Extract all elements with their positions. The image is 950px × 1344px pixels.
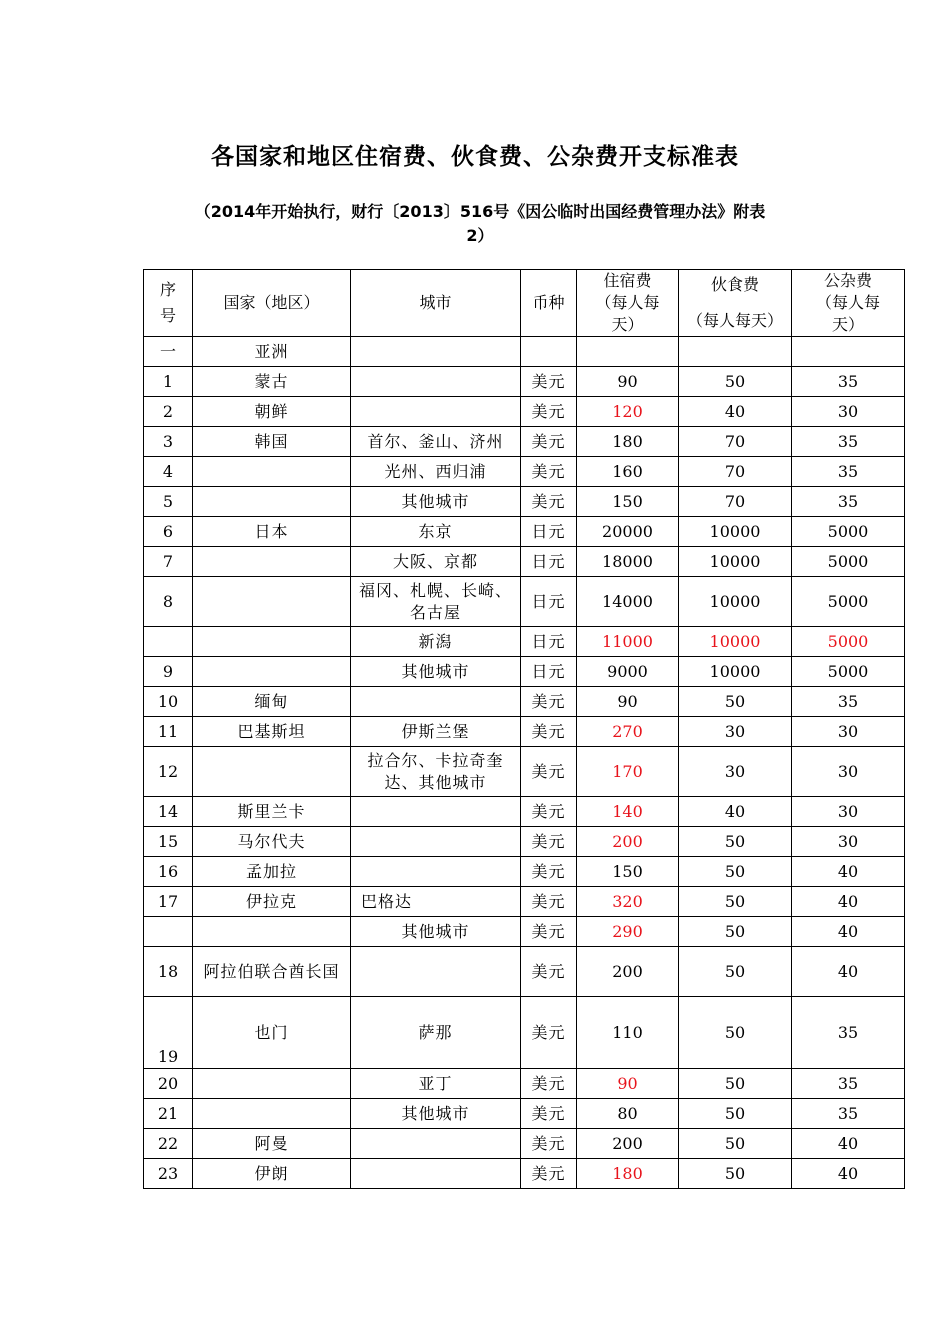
row-country	[193, 487, 351, 517]
table-row	[144, 887, 905, 917]
table-row	[144, 627, 905, 657]
row-seq: 8	[144, 577, 193, 627]
row-seq: 20	[144, 1069, 193, 1099]
row-seq: 22	[144, 1129, 193, 1159]
table-row	[144, 857, 905, 887]
row-country: 孟加拉	[193, 857, 351, 887]
row-meal: 50	[679, 947, 792, 997]
row-lodging: 14000	[577, 577, 679, 627]
row-currency: 美元	[521, 427, 577, 457]
row-meal: 70	[679, 457, 792, 487]
table-row	[144, 797, 905, 827]
row-lodging: 18000	[577, 547, 679, 577]
row-country: 巴基斯坦	[193, 717, 351, 747]
row-country	[193, 627, 351, 657]
row-meal: 50	[679, 857, 792, 887]
row-misc: 5000	[792, 657, 905, 687]
row-currency: 日元	[521, 517, 577, 547]
row-country: 缅甸	[193, 687, 351, 717]
row-city: 大阪、京都	[351, 547, 521, 577]
row-country	[193, 547, 351, 577]
row-currency: 美元	[521, 997, 577, 1069]
row-city: 其他城市	[351, 487, 521, 517]
row-seq: 2	[144, 397, 193, 427]
section-seq: 一	[144, 337, 193, 367]
row-meal: 40	[679, 797, 792, 827]
row-country	[193, 1099, 351, 1129]
row-currency: 日元	[521, 657, 577, 687]
row-seq: 18	[144, 947, 193, 997]
header-country: 国家（地区）	[193, 270, 351, 337]
row-seq: 15	[144, 827, 193, 857]
row-lodging: 180	[577, 1159, 679, 1189]
row-country: 韩国	[193, 427, 351, 457]
header-lodging: 住宿费 （每人每 天）	[577, 270, 679, 337]
row-seq: 6	[144, 517, 193, 547]
row-country: 朝鲜	[193, 397, 351, 427]
row-seq	[144, 627, 193, 657]
row-misc: 30	[792, 827, 905, 857]
row-currency: 美元	[521, 827, 577, 857]
row-currency: 美元	[521, 1099, 577, 1129]
row-lodging: 180	[577, 427, 679, 457]
row-lodging: 90	[577, 1069, 679, 1099]
row-currency: 美元	[521, 487, 577, 517]
row-misc: 30	[792, 717, 905, 747]
row-country: 也门	[193, 997, 351, 1069]
table-row	[144, 1069, 905, 1099]
row-meal: 50	[679, 917, 792, 947]
page-title: 各国家和地区住宿费、伙食费、公杂费开支标准表	[211, 144, 739, 170]
row-seq: 14	[144, 797, 193, 827]
row-misc: 30	[792, 747, 905, 797]
row-lodging: 270	[577, 717, 679, 747]
row-seq: 4	[144, 457, 193, 487]
row-currency: 美元	[521, 367, 577, 397]
row-country	[193, 917, 351, 947]
row-seq: 11	[144, 717, 193, 747]
row-country: 伊拉克	[193, 887, 351, 917]
row-meal: 10000	[679, 547, 792, 577]
row-meal: 70	[679, 487, 792, 517]
row-lodging: 200	[577, 827, 679, 857]
row-city: 亚丁	[351, 1069, 521, 1099]
row-city: 东京	[351, 517, 521, 547]
row-country: 阿曼	[193, 1129, 351, 1159]
row-seq: 16	[144, 857, 193, 887]
row-lodging: 11000	[577, 627, 679, 657]
row-meal: 10000	[679, 577, 792, 627]
row-meal: 50	[679, 367, 792, 397]
section-row	[144, 337, 905, 367]
row-currency: 美元	[521, 457, 577, 487]
row-misc: 40	[792, 917, 905, 947]
row-seq: 7	[144, 547, 193, 577]
row-country	[193, 747, 351, 797]
row-city: 光州、西归浦	[351, 457, 521, 487]
table-row	[144, 517, 905, 547]
table-row	[144, 1099, 905, 1129]
row-meal: 50	[679, 1099, 792, 1129]
row-meal: 10000	[679, 517, 792, 547]
row-currency: 美元	[521, 917, 577, 947]
row-seq: 5	[144, 487, 193, 517]
row-seq	[144, 917, 193, 947]
row-misc: 5000	[792, 517, 905, 547]
row-city: 首尔、釜山、济州	[351, 427, 521, 457]
table-row	[144, 657, 905, 687]
row-meal: 70	[679, 427, 792, 457]
row-seq: 12	[144, 747, 193, 797]
row-misc: 35	[792, 457, 905, 487]
row-city	[351, 687, 521, 717]
row-seq: 1	[144, 367, 193, 397]
row-misc: 35	[792, 427, 905, 457]
row-lodging: 20000	[577, 517, 679, 547]
header-seq: 序号	[144, 270, 193, 337]
table-row	[144, 687, 905, 717]
subtitle-line-2: 2）	[466, 226, 494, 245]
row-city: 福冈、札幌、长崎、名古屋	[351, 577, 521, 627]
row-misc: 5000	[792, 577, 905, 627]
row-country: 马尔代夫	[193, 827, 351, 857]
row-city	[351, 1159, 521, 1189]
table-row	[144, 367, 905, 397]
row-currency: 日元	[521, 627, 577, 657]
row-meal: 50	[679, 997, 792, 1069]
row-misc: 30	[792, 797, 905, 827]
allowance-table	[143, 269, 905, 1189]
row-seq: 17	[144, 887, 193, 917]
row-seq: 3	[144, 427, 193, 457]
row-city	[351, 367, 521, 397]
row-country: 蒙古	[193, 367, 351, 397]
row-lodging: 320	[577, 887, 679, 917]
row-misc: 5000	[792, 547, 905, 577]
row-currency: 美元	[521, 1159, 577, 1189]
row-country	[193, 657, 351, 687]
row-currency: 日元	[521, 547, 577, 577]
row-country: 日本	[193, 517, 351, 547]
row-city: 新潟	[351, 627, 521, 657]
section-name: 亚洲	[193, 337, 351, 367]
row-country	[193, 1069, 351, 1099]
table-row	[144, 427, 905, 457]
row-misc: 35	[792, 367, 905, 397]
row-currency: 美元	[521, 947, 577, 997]
row-misc: 35	[792, 1099, 905, 1129]
table-row	[144, 917, 905, 947]
row-lodging: 110	[577, 997, 679, 1069]
row-lodging: 150	[577, 487, 679, 517]
row-city: 伊斯兰堡	[351, 717, 521, 747]
row-misc: 40	[792, 947, 905, 997]
row-lodging: 200	[577, 947, 679, 997]
row-seq: 21	[144, 1099, 193, 1129]
row-country: 阿拉伯联合酋长国	[193, 947, 351, 997]
row-city	[351, 947, 521, 997]
row-city	[351, 857, 521, 887]
row-misc: 35	[792, 687, 905, 717]
row-misc: 5000	[792, 627, 905, 657]
row-city	[351, 1129, 521, 1159]
row-currency: 美元	[521, 687, 577, 717]
row-country	[193, 457, 351, 487]
row-currency: 美元	[521, 797, 577, 827]
table-row	[144, 487, 905, 517]
row-misc: 30	[792, 397, 905, 427]
row-lodging: 140	[577, 797, 679, 827]
subtitle	[150, 200, 810, 248]
row-city: 拉合尔、卡拉奇奎达、其他城市	[351, 747, 521, 797]
row-city: 其他城市	[351, 917, 521, 947]
table-row	[144, 397, 905, 427]
row-misc: 35	[792, 487, 905, 517]
row-country: 斯里兰卡	[193, 797, 351, 827]
header-meal: 伙食费 （每人每天）	[679, 270, 792, 337]
subtitle-line-1: （2014年开始执行，财行〔2013〕516号《因公临时出国经费管理办法》附表	[194, 202, 766, 221]
table-row	[144, 577, 905, 627]
row-city	[351, 797, 521, 827]
header-city: 城市	[351, 270, 521, 337]
row-misc: 40	[792, 1129, 905, 1159]
row-city: 萨那	[351, 997, 521, 1069]
row-currency: 日元	[521, 577, 577, 627]
row-meal: 10000	[679, 657, 792, 687]
row-lodging: 150	[577, 857, 679, 887]
table-row	[144, 747, 905, 797]
table-row	[144, 827, 905, 857]
row-lodging: 200	[577, 1129, 679, 1159]
row-seq: 19	[144, 997, 193, 1069]
row-seq: 9	[144, 657, 193, 687]
row-lodging: 9000	[577, 657, 679, 687]
row-meal: 50	[679, 887, 792, 917]
row-meal: 30	[679, 717, 792, 747]
row-city: 其他城市	[351, 657, 521, 687]
row-city	[351, 827, 521, 857]
row-city	[351, 397, 521, 427]
table-row	[144, 717, 905, 747]
row-meal: 50	[679, 1069, 792, 1099]
row-currency: 美元	[521, 747, 577, 797]
row-meal: 10000	[679, 627, 792, 657]
table-row	[144, 1129, 905, 1159]
row-lodging: 90	[577, 687, 679, 717]
table-row	[144, 947, 905, 997]
row-meal: 50	[679, 827, 792, 857]
row-misc: 40	[792, 1159, 905, 1189]
header-misc: 公杂费 （每人每 天）	[792, 270, 905, 337]
row-seq: 10	[144, 687, 193, 717]
row-lodging: 80	[577, 1099, 679, 1129]
row-currency: 美元	[521, 397, 577, 427]
row-meal: 40	[679, 397, 792, 427]
row-lodging: 290	[577, 917, 679, 947]
table-row	[144, 997, 905, 1069]
row-country	[193, 577, 351, 627]
row-currency: 美元	[521, 887, 577, 917]
row-country: 伊朗	[193, 1159, 351, 1189]
row-lodging: 160	[577, 457, 679, 487]
row-seq: 23	[144, 1159, 193, 1189]
row-lodging: 120	[577, 397, 679, 427]
row-meal: 30	[679, 747, 792, 797]
header-currency: 币种	[521, 270, 577, 337]
row-meal: 50	[679, 1159, 792, 1189]
row-lodging: 90	[577, 367, 679, 397]
row-currency: 美元	[521, 1129, 577, 1159]
table-row	[144, 457, 905, 487]
row-meal: 50	[679, 1129, 792, 1159]
row-currency: 美元	[521, 1069, 577, 1099]
row-misc: 40	[792, 887, 905, 917]
row-misc: 35	[792, 997, 905, 1069]
header-row	[144, 270, 905, 337]
row-lodging: 170	[577, 747, 679, 797]
row-city: 巴格达	[351, 887, 521, 917]
row-city: 其他城市	[351, 1099, 521, 1129]
row-currency: 美元	[521, 717, 577, 747]
table-row	[144, 547, 905, 577]
table-row	[144, 1159, 905, 1189]
row-misc: 40	[792, 857, 905, 887]
row-misc: 35	[792, 1069, 905, 1099]
row-meal: 50	[679, 687, 792, 717]
row-currency: 美元	[521, 857, 577, 887]
